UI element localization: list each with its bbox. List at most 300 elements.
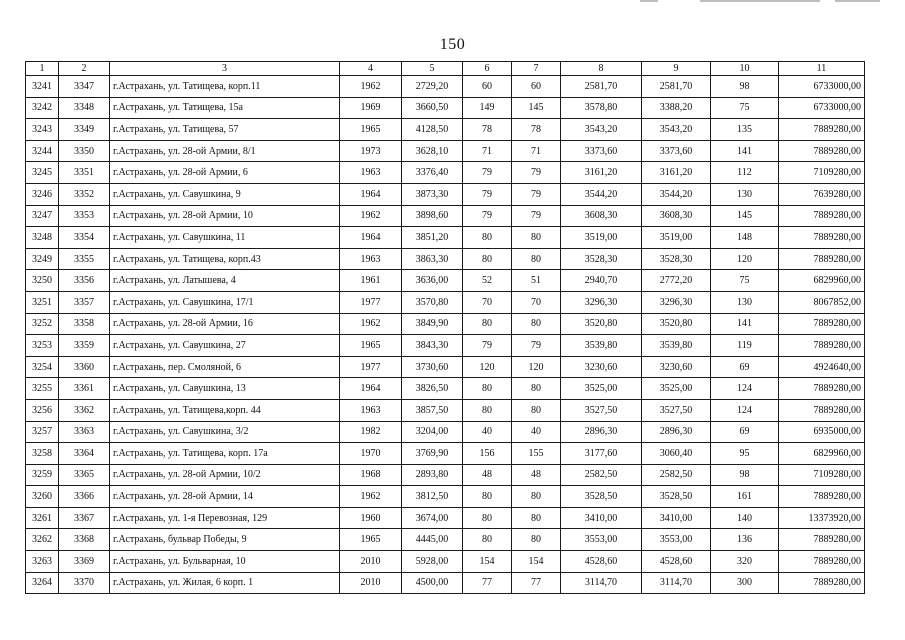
cell-count-c: 141 xyxy=(711,140,779,162)
cell-area-b: 3539,80 xyxy=(642,335,711,357)
cell-address: г.Астрахань, ул. 28-ой Армии, 10/2 xyxy=(110,464,340,486)
cell-amount: 6733000,00 xyxy=(779,97,865,119)
cell-count-c: 161 xyxy=(711,486,779,508)
table-row xyxy=(26,97,865,119)
cell-area-a: 2940,70 xyxy=(561,270,642,292)
cell-year-built: 1964 xyxy=(340,183,402,205)
cell-count-a: 71 xyxy=(463,140,512,162)
cell-total-area: 3857,50 xyxy=(402,399,463,421)
cell-area-b: 3553,00 xyxy=(642,529,711,551)
table-row xyxy=(26,421,865,443)
cell-amount: 7109280,00 xyxy=(779,162,865,184)
table-row xyxy=(26,119,865,141)
cell-address: г.Астрахань, ул. Татищева, корп.11 xyxy=(110,76,340,98)
cell-record-id: 3354 xyxy=(59,227,110,249)
cell-year-built: 1964 xyxy=(340,227,402,249)
cell-count-b: 79 xyxy=(512,162,561,184)
table-header-row xyxy=(26,62,865,76)
cell-year-built: 1968 xyxy=(340,464,402,486)
cell-address: г.Астрахань, ул. 28-ой Армии, 14 xyxy=(110,486,340,508)
cell-record-id: 3359 xyxy=(59,335,110,357)
cell-total-area: 2893,80 xyxy=(402,464,463,486)
cell-record-id: 3351 xyxy=(59,162,110,184)
cell-area-b: 3527,50 xyxy=(642,399,711,421)
cell-year-built: 2010 xyxy=(340,551,402,573)
cell-year-built: 1977 xyxy=(340,356,402,378)
cell-area-a: 4528,60 xyxy=(561,551,642,573)
cell-row-number: 3259 xyxy=(26,464,59,486)
cell-count-c: 135 xyxy=(711,119,779,141)
cell-row-number: 3264 xyxy=(26,572,59,594)
cell-row-number: 3248 xyxy=(26,227,59,249)
table-row xyxy=(26,507,865,529)
cell-count-c: 148 xyxy=(711,227,779,249)
cell-count-b: 60 xyxy=(512,76,561,98)
cell-area-b: 3519,00 xyxy=(642,227,711,249)
cell-count-b: 80 xyxy=(512,378,561,400)
cell-record-id: 3365 xyxy=(59,464,110,486)
cell-count-c: 119 xyxy=(711,335,779,357)
cell-area-a: 3543,20 xyxy=(561,119,642,141)
cell-area-a: 3528,30 xyxy=(561,248,642,270)
cell-address: г.Астрахань, ул. Савушкина, 11 xyxy=(110,227,340,249)
cell-address: г.Астрахань, ул. Савушкина, 3/2 xyxy=(110,421,340,443)
cell-record-id: 3362 xyxy=(59,399,110,421)
cell-count-a: 79 xyxy=(463,162,512,184)
cell-total-area: 3628,10 xyxy=(402,140,463,162)
cell-record-id: 3352 xyxy=(59,183,110,205)
table-row xyxy=(26,529,865,551)
cell-total-area: 3843,30 xyxy=(402,335,463,357)
cell-area-a: 3528,50 xyxy=(561,486,642,508)
cell-row-number: 3245 xyxy=(26,162,59,184)
cell-address: г.Астрахань, ул. Жилая, 6 корп. 1 xyxy=(110,572,340,594)
cell-count-b: 120 xyxy=(512,356,561,378)
cell-area-b: 3543,20 xyxy=(642,119,711,141)
table-row xyxy=(26,162,865,184)
cell-total-area: 3204,00 xyxy=(402,421,463,443)
cell-area-a: 3161,20 xyxy=(561,162,642,184)
cell-address: г.Астрахань, ул. Бульварная, 10 xyxy=(110,551,340,573)
column-header-5: 5 xyxy=(402,62,463,76)
cell-area-b: 2772,20 xyxy=(642,270,711,292)
cell-total-area: 3851,20 xyxy=(402,227,463,249)
cell-record-id: 3353 xyxy=(59,205,110,227)
cell-row-number: 3261 xyxy=(26,507,59,529)
cell-count-c: 130 xyxy=(711,183,779,205)
scan-artifact-line xyxy=(640,0,658,2)
cell-amount: 13373920,00 xyxy=(779,507,865,529)
cell-count-a: 70 xyxy=(463,291,512,313)
cell-amount: 8067852,00 xyxy=(779,291,865,313)
table-row xyxy=(26,205,865,227)
cell-address: г.Астрахань, ул. 28-ой Армии, 6 xyxy=(110,162,340,184)
table-row xyxy=(26,464,865,486)
cell-count-b: 79 xyxy=(512,183,561,205)
cell-address: г.Астрахань, ул. Татищева,корп. 44 xyxy=(110,399,340,421)
cell-record-id: 3348 xyxy=(59,97,110,119)
table-row xyxy=(26,248,865,270)
cell-area-b: 2896,30 xyxy=(642,421,711,443)
cell-area-a: 2581,70 xyxy=(561,76,642,98)
cell-amount: 7889280,00 xyxy=(779,140,865,162)
cell-count-c: 124 xyxy=(711,399,779,421)
cell-count-a: 79 xyxy=(463,205,512,227)
cell-count-a: 80 xyxy=(463,378,512,400)
table-body xyxy=(26,76,865,594)
cell-row-number: 3258 xyxy=(26,443,59,465)
cell-area-a: 3519,00 xyxy=(561,227,642,249)
cell-record-id: 3369 xyxy=(59,551,110,573)
cell-count-c: 112 xyxy=(711,162,779,184)
cell-count-a: 154 xyxy=(463,551,512,573)
cell-row-number: 3263 xyxy=(26,551,59,573)
cell-count-b: 80 xyxy=(512,227,561,249)
cell-row-number: 3241 xyxy=(26,76,59,98)
cell-address: г.Астрахань, ул. Латышева, 4 xyxy=(110,270,340,292)
cell-year-built: 1965 xyxy=(340,119,402,141)
cell-count-c: 141 xyxy=(711,313,779,335)
cell-record-id: 3363 xyxy=(59,421,110,443)
cell-amount: 7889280,00 xyxy=(779,529,865,551)
scan-artifact-line xyxy=(700,0,820,2)
cell-area-b: 3544,20 xyxy=(642,183,711,205)
cell-amount: 7639280,00 xyxy=(779,183,865,205)
cell-record-id: 3360 xyxy=(59,356,110,378)
cell-area-b: 3296,30 xyxy=(642,291,711,313)
cell-amount: 7889280,00 xyxy=(779,486,865,508)
cell-amount: 7889280,00 xyxy=(779,119,865,141)
cell-record-id: 3349 xyxy=(59,119,110,141)
table-row xyxy=(26,183,865,205)
cell-amount: 7109280,00 xyxy=(779,464,865,486)
cell-total-area: 3660,50 xyxy=(402,97,463,119)
cell-area-a: 3410,00 xyxy=(561,507,642,529)
cell-row-number: 3262 xyxy=(26,529,59,551)
cell-row-number: 3256 xyxy=(26,399,59,421)
table-row xyxy=(26,335,865,357)
cell-area-a: 3373,60 xyxy=(561,140,642,162)
cell-amount: 6733000,00 xyxy=(779,76,865,98)
property-register-table xyxy=(25,61,865,594)
cell-address: г.Астрахань, ул. Татищева, 15а xyxy=(110,97,340,119)
cell-count-b: 80 xyxy=(512,529,561,551)
cell-count-c: 140 xyxy=(711,507,779,529)
cell-count-a: 80 xyxy=(463,227,512,249)
cell-record-id: 3350 xyxy=(59,140,110,162)
cell-count-b: 80 xyxy=(512,486,561,508)
cell-count-b: 71 xyxy=(512,140,561,162)
cell-total-area: 3636,00 xyxy=(402,270,463,292)
cell-total-area: 3570,80 xyxy=(402,291,463,313)
cell-total-area: 3674,00 xyxy=(402,507,463,529)
cell-year-built: 1964 xyxy=(340,378,402,400)
cell-amount: 6829960,00 xyxy=(779,270,865,292)
cell-area-a: 3177,60 xyxy=(561,443,642,465)
cell-amount: 7889280,00 xyxy=(779,399,865,421)
cell-row-number: 3250 xyxy=(26,270,59,292)
cell-record-id: 3366 xyxy=(59,486,110,508)
cell-record-id: 3368 xyxy=(59,529,110,551)
cell-row-number: 3253 xyxy=(26,335,59,357)
table-row xyxy=(26,399,865,421)
column-header-4: 4 xyxy=(340,62,402,76)
column-header-2: 2 xyxy=(59,62,110,76)
cell-count-b: 40 xyxy=(512,421,561,443)
cell-count-c: 320 xyxy=(711,551,779,573)
cell-amount: 7889280,00 xyxy=(779,378,865,400)
table-row xyxy=(26,486,865,508)
cell-address: г.Астрахань, ул. Савушкина, 9 xyxy=(110,183,340,205)
cell-year-built: 1970 xyxy=(340,443,402,465)
cell-total-area: 3863,30 xyxy=(402,248,463,270)
column-header-10: 10 xyxy=(711,62,779,76)
cell-record-id: 3358 xyxy=(59,313,110,335)
cell-count-b: 80 xyxy=(512,507,561,529)
column-header-11: 11 xyxy=(779,62,865,76)
cell-count-a: 80 xyxy=(463,507,512,529)
cell-count-c: 130 xyxy=(711,291,779,313)
cell-record-id: 3364 xyxy=(59,443,110,465)
cell-amount: 6935000,00 xyxy=(779,421,865,443)
cell-total-area: 3812,50 xyxy=(402,486,463,508)
table-row xyxy=(26,76,865,98)
cell-amount: 7889280,00 xyxy=(779,248,865,270)
cell-address: г.Астрахань, пер. Смоляной, 6 xyxy=(110,356,340,378)
cell-record-id: 3361 xyxy=(59,378,110,400)
column-header-9: 9 xyxy=(642,62,711,76)
cell-count-a: 156 xyxy=(463,443,512,465)
cell-area-a: 3553,00 xyxy=(561,529,642,551)
cell-area-a: 3539,80 xyxy=(561,335,642,357)
cell-area-b: 3528,30 xyxy=(642,248,711,270)
column-header-3: 3 xyxy=(110,62,340,76)
cell-record-id: 3347 xyxy=(59,76,110,98)
table-row xyxy=(26,356,865,378)
table-row xyxy=(26,551,865,573)
cell-count-a: 80 xyxy=(463,529,512,551)
cell-count-b: 155 xyxy=(512,443,561,465)
cell-area-b: 2582,50 xyxy=(642,464,711,486)
cell-row-number: 3252 xyxy=(26,313,59,335)
table-row xyxy=(26,291,865,313)
cell-record-id: 3370 xyxy=(59,572,110,594)
cell-year-built: 1961 xyxy=(340,270,402,292)
cell-year-built: 1960 xyxy=(340,507,402,529)
cell-total-area: 3826,50 xyxy=(402,378,463,400)
cell-address: г.Астрахань, ул. Савушкина, 13 xyxy=(110,378,340,400)
cell-area-b: 3114,70 xyxy=(642,572,711,594)
cell-count-b: 145 xyxy=(512,97,561,119)
cell-year-built: 1977 xyxy=(340,291,402,313)
cell-row-number: 3244 xyxy=(26,140,59,162)
cell-area-a: 3544,20 xyxy=(561,183,642,205)
cell-count-b: 154 xyxy=(512,551,561,573)
cell-address: г.Астрахань, ул. Татищева, корп.43 xyxy=(110,248,340,270)
cell-amount: 6829960,00 xyxy=(779,443,865,465)
cell-total-area: 3769,90 xyxy=(402,443,463,465)
cell-amount: 7889280,00 xyxy=(779,205,865,227)
table-row xyxy=(26,270,865,292)
cell-row-number: 3249 xyxy=(26,248,59,270)
cell-year-built: 1962 xyxy=(340,76,402,98)
cell-area-b: 3373,60 xyxy=(642,140,711,162)
cell-total-area: 3898,60 xyxy=(402,205,463,227)
cell-count-c: 69 xyxy=(711,356,779,378)
cell-count-c: 69 xyxy=(711,421,779,443)
cell-area-b: 3608,30 xyxy=(642,205,711,227)
cell-total-area: 3376,40 xyxy=(402,162,463,184)
cell-count-c: 145 xyxy=(711,205,779,227)
cell-count-a: 40 xyxy=(463,421,512,443)
cell-total-area: 3873,30 xyxy=(402,183,463,205)
cell-year-built: 1965 xyxy=(340,529,402,551)
cell-amount: 7889280,00 xyxy=(779,313,865,335)
cell-year-built: 1973 xyxy=(340,140,402,162)
cell-area-b: 3060,40 xyxy=(642,443,711,465)
cell-count-a: 78 xyxy=(463,119,512,141)
cell-count-c: 300 xyxy=(711,572,779,594)
cell-amount: 7889280,00 xyxy=(779,572,865,594)
column-header-7: 7 xyxy=(512,62,561,76)
cell-year-built: 1962 xyxy=(340,313,402,335)
cell-count-b: 80 xyxy=(512,313,561,335)
table-row xyxy=(26,227,865,249)
cell-count-c: 120 xyxy=(711,248,779,270)
cell-count-a: 48 xyxy=(463,464,512,486)
cell-area-a: 3230,60 xyxy=(561,356,642,378)
cell-year-built: 2010 xyxy=(340,572,402,594)
cell-count-a: 60 xyxy=(463,76,512,98)
cell-area-b: 3230,60 xyxy=(642,356,711,378)
cell-row-number: 3246 xyxy=(26,183,59,205)
cell-count-a: 80 xyxy=(463,399,512,421)
cell-row-number: 3243 xyxy=(26,119,59,141)
cell-area-b: 3410,00 xyxy=(642,507,711,529)
cell-count-c: 95 xyxy=(711,443,779,465)
page-number: 150 xyxy=(439,36,466,53)
cell-total-area: 3849,90 xyxy=(402,313,463,335)
cell-area-b: 3525,00 xyxy=(642,378,711,400)
table-row xyxy=(26,572,865,594)
cell-count-a: 52 xyxy=(463,270,512,292)
cell-area-b: 3388,20 xyxy=(642,97,711,119)
cell-row-number: 3254 xyxy=(26,356,59,378)
cell-record-id: 3357 xyxy=(59,291,110,313)
column-header-1: 1 xyxy=(26,62,59,76)
cell-row-number: 3247 xyxy=(26,205,59,227)
cell-count-b: 70 xyxy=(512,291,561,313)
column-header-8: 8 xyxy=(561,62,642,76)
cell-area-a: 3525,00 xyxy=(561,378,642,400)
cell-area-b: 4528,60 xyxy=(642,551,711,573)
cell-count-a: 149 xyxy=(463,97,512,119)
cell-count-b: 79 xyxy=(512,205,561,227)
cell-count-a: 80 xyxy=(463,313,512,335)
cell-year-built: 1963 xyxy=(340,162,402,184)
cell-year-built: 1963 xyxy=(340,399,402,421)
table-row xyxy=(26,313,865,335)
cell-address: г.Астрахань, ул. Татищева, 57 xyxy=(110,119,340,141)
cell-address: г.Астрахань, ул. Татищева, корп. 17а xyxy=(110,443,340,465)
cell-amount: 4924640,00 xyxy=(779,356,865,378)
cell-record-id: 3356 xyxy=(59,270,110,292)
cell-year-built: 1965 xyxy=(340,335,402,357)
cell-area-b: 3161,20 xyxy=(642,162,711,184)
cell-count-b: 51 xyxy=(512,270,561,292)
cell-count-b: 77 xyxy=(512,572,561,594)
cell-count-a: 80 xyxy=(463,248,512,270)
cell-year-built: 1982 xyxy=(340,421,402,443)
cell-count-a: 77 xyxy=(463,572,512,594)
cell-row-number: 3255 xyxy=(26,378,59,400)
cell-count-b: 80 xyxy=(512,399,561,421)
cell-count-c: 136 xyxy=(711,529,779,551)
cell-record-id: 3355 xyxy=(59,248,110,270)
cell-area-a: 3527,50 xyxy=(561,399,642,421)
cell-area-a: 3520,80 xyxy=(561,313,642,335)
cell-amount: 7889280,00 xyxy=(779,227,865,249)
cell-area-a: 3578,80 xyxy=(561,97,642,119)
cell-count-b: 78 xyxy=(512,119,561,141)
cell-address: г.Астрахань, ул. Савушкина, 27 xyxy=(110,335,340,357)
cell-address: г.Астрахань, бульвар Победы, 9 xyxy=(110,529,340,551)
cell-total-area: 3730,60 xyxy=(402,356,463,378)
cell-count-a: 79 xyxy=(463,335,512,357)
cell-year-built: 1969 xyxy=(340,97,402,119)
cell-total-area: 4500,00 xyxy=(402,572,463,594)
cell-area-b: 3520,80 xyxy=(642,313,711,335)
cell-address: г.Астрахань, ул. 28-ой Армии, 16 xyxy=(110,313,340,335)
cell-area-a: 3608,30 xyxy=(561,205,642,227)
cell-area-a: 3296,30 xyxy=(561,291,642,313)
cell-year-built: 1963 xyxy=(340,248,402,270)
cell-area-b: 2581,70 xyxy=(642,76,711,98)
cell-area-b: 3528,50 xyxy=(642,486,711,508)
cell-count-c: 124 xyxy=(711,378,779,400)
cell-row-number: 3257 xyxy=(26,421,59,443)
cell-amount: 7889280,00 xyxy=(779,335,865,357)
scan-artifact-line xyxy=(835,0,880,2)
cell-count-b: 79 xyxy=(512,335,561,357)
cell-area-a: 2896,30 xyxy=(561,421,642,443)
cell-count-b: 80 xyxy=(512,248,561,270)
cell-area-a: 3114,70 xyxy=(561,572,642,594)
cell-total-area: 2729,20 xyxy=(402,76,463,98)
cell-count-a: 80 xyxy=(463,486,512,508)
cell-address: г.Астрахань, ул. Савушкина, 17/1 xyxy=(110,291,340,313)
cell-count-c: 98 xyxy=(711,76,779,98)
table-row xyxy=(26,140,865,162)
cell-address: г.Астрахань, ул. 28-ой Армии, 8/1 xyxy=(110,140,340,162)
cell-record-id: 3367 xyxy=(59,507,110,529)
cell-year-built: 1962 xyxy=(340,205,402,227)
cell-row-number: 3251 xyxy=(26,291,59,313)
cell-count-c: 75 xyxy=(711,270,779,292)
cell-year-built: 1962 xyxy=(340,486,402,508)
cell-total-area: 4445,00 xyxy=(402,529,463,551)
cell-address: г.Астрахань, ул. 28-ой Армии, 10 xyxy=(110,205,340,227)
column-header-6: 6 xyxy=(463,62,512,76)
table-row xyxy=(26,378,865,400)
cell-area-a: 2582,50 xyxy=(561,464,642,486)
cell-count-b: 48 xyxy=(512,464,561,486)
cell-amount: 7889280,00 xyxy=(779,551,865,573)
cell-address: г.Астрахань, ул. 1-я Перевозная, 129 xyxy=(110,507,340,529)
cell-total-area: 5928,00 xyxy=(402,551,463,573)
cell-count-c: 98 xyxy=(711,464,779,486)
cell-total-area: 4128,50 xyxy=(402,119,463,141)
